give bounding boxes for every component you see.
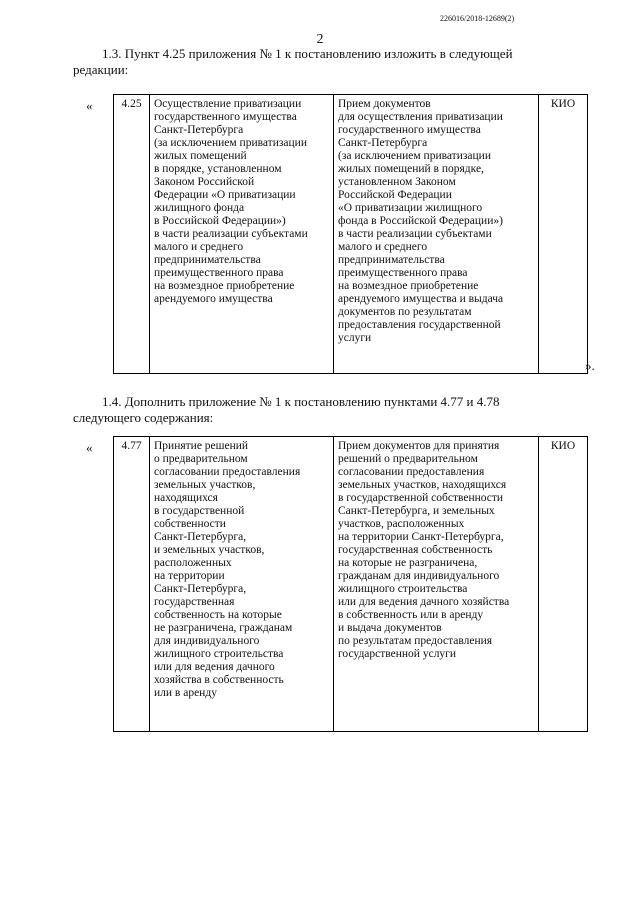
table-row — [114, 95, 588, 374]
table-row — [114, 437, 588, 732]
paragraph-1-3-continuation: редакции: — [73, 62, 129, 77]
paragraph-1-3: 1.3. Пункт 4.25 приложения № 1 к постановлению изложить в следующей — [102, 46, 513, 61]
open-quote-2: « — [86, 440, 93, 455]
paragraph-1-4: 1.4. Дополнить приложение № 1 к постановлению пунктами 4.77 и 4.78 — [102, 394, 500, 409]
service-description-cell: Прием документов для принятия решений о предварительном согласовании предоставления земельных участков, находящихся в государственной собственности Санкт-Петербурга, и земельных участков, расположенных на территории Санкт-Петербурга, государственная собственность на которые не разграничена, гражданам для индивидуального жилищного строительства или для ведения дачного хозяйства в собственность или в аренду и выдача документов по результатам предоставления государственной услуги — [334, 437, 539, 732]
page-number: 2 — [316, 32, 324, 47]
close-quote-1: ». — [585, 358, 595, 373]
item-number-cell: 4.77 — [114, 437, 150, 732]
service-description-cell: Прием документов для осуществления приватизации государственного имущества Санкт-Петербурга (за исключением приватизации жилых помещений в порядке, установленном Законом Российской Федерации «О приватизации жилищного фонда в Российской Федерации») в части реализации субъектами малого и среднего предпринимательства преимущественного права на возмездное приобретение арендуемого имущества и выдача документов по результатам предоставления государственной услуги — [334, 95, 539, 374]
item-name-cell: Осуществление приватизации государственного имущества Санкт-Петербурга (за исключением приватизации жилых помещений в порядке, установленном Законом Российской Федерации «О приватизации жилищного фонда в Российской Федерации») в части реализации субъектами малого и среднего предпринимательства преимущественного права на возмездное приобретение арендуемого имущества — [150, 95, 334, 374]
item-number-cell: 4.25 — [114, 95, 150, 374]
paragraph-1-4-continuation: следующего содержания: — [73, 410, 214, 425]
organization-cell: КИО — [539, 437, 588, 732]
organization-cell: КИО — [539, 95, 588, 374]
document-number: 226016/2018-12689(2) — [440, 14, 515, 23]
amendment-table-4-77 — [113, 436, 588, 732]
item-name-cell: Принятие решений о предварительном согласовании предоставления земельных участков, находящихся в государственной собственности Санкт-Петербурга, и земельных участков, расположенных на территории Санкт-Петербурга, государственная собственность на которые не разграничена, гражданам для индивидуального жилищного строительства или для ведения дачного хозяйства в собственность или в аренду — [150, 437, 334, 732]
amendment-table-4-25 — [113, 94, 588, 374]
open-quote-1: « — [86, 98, 93, 113]
